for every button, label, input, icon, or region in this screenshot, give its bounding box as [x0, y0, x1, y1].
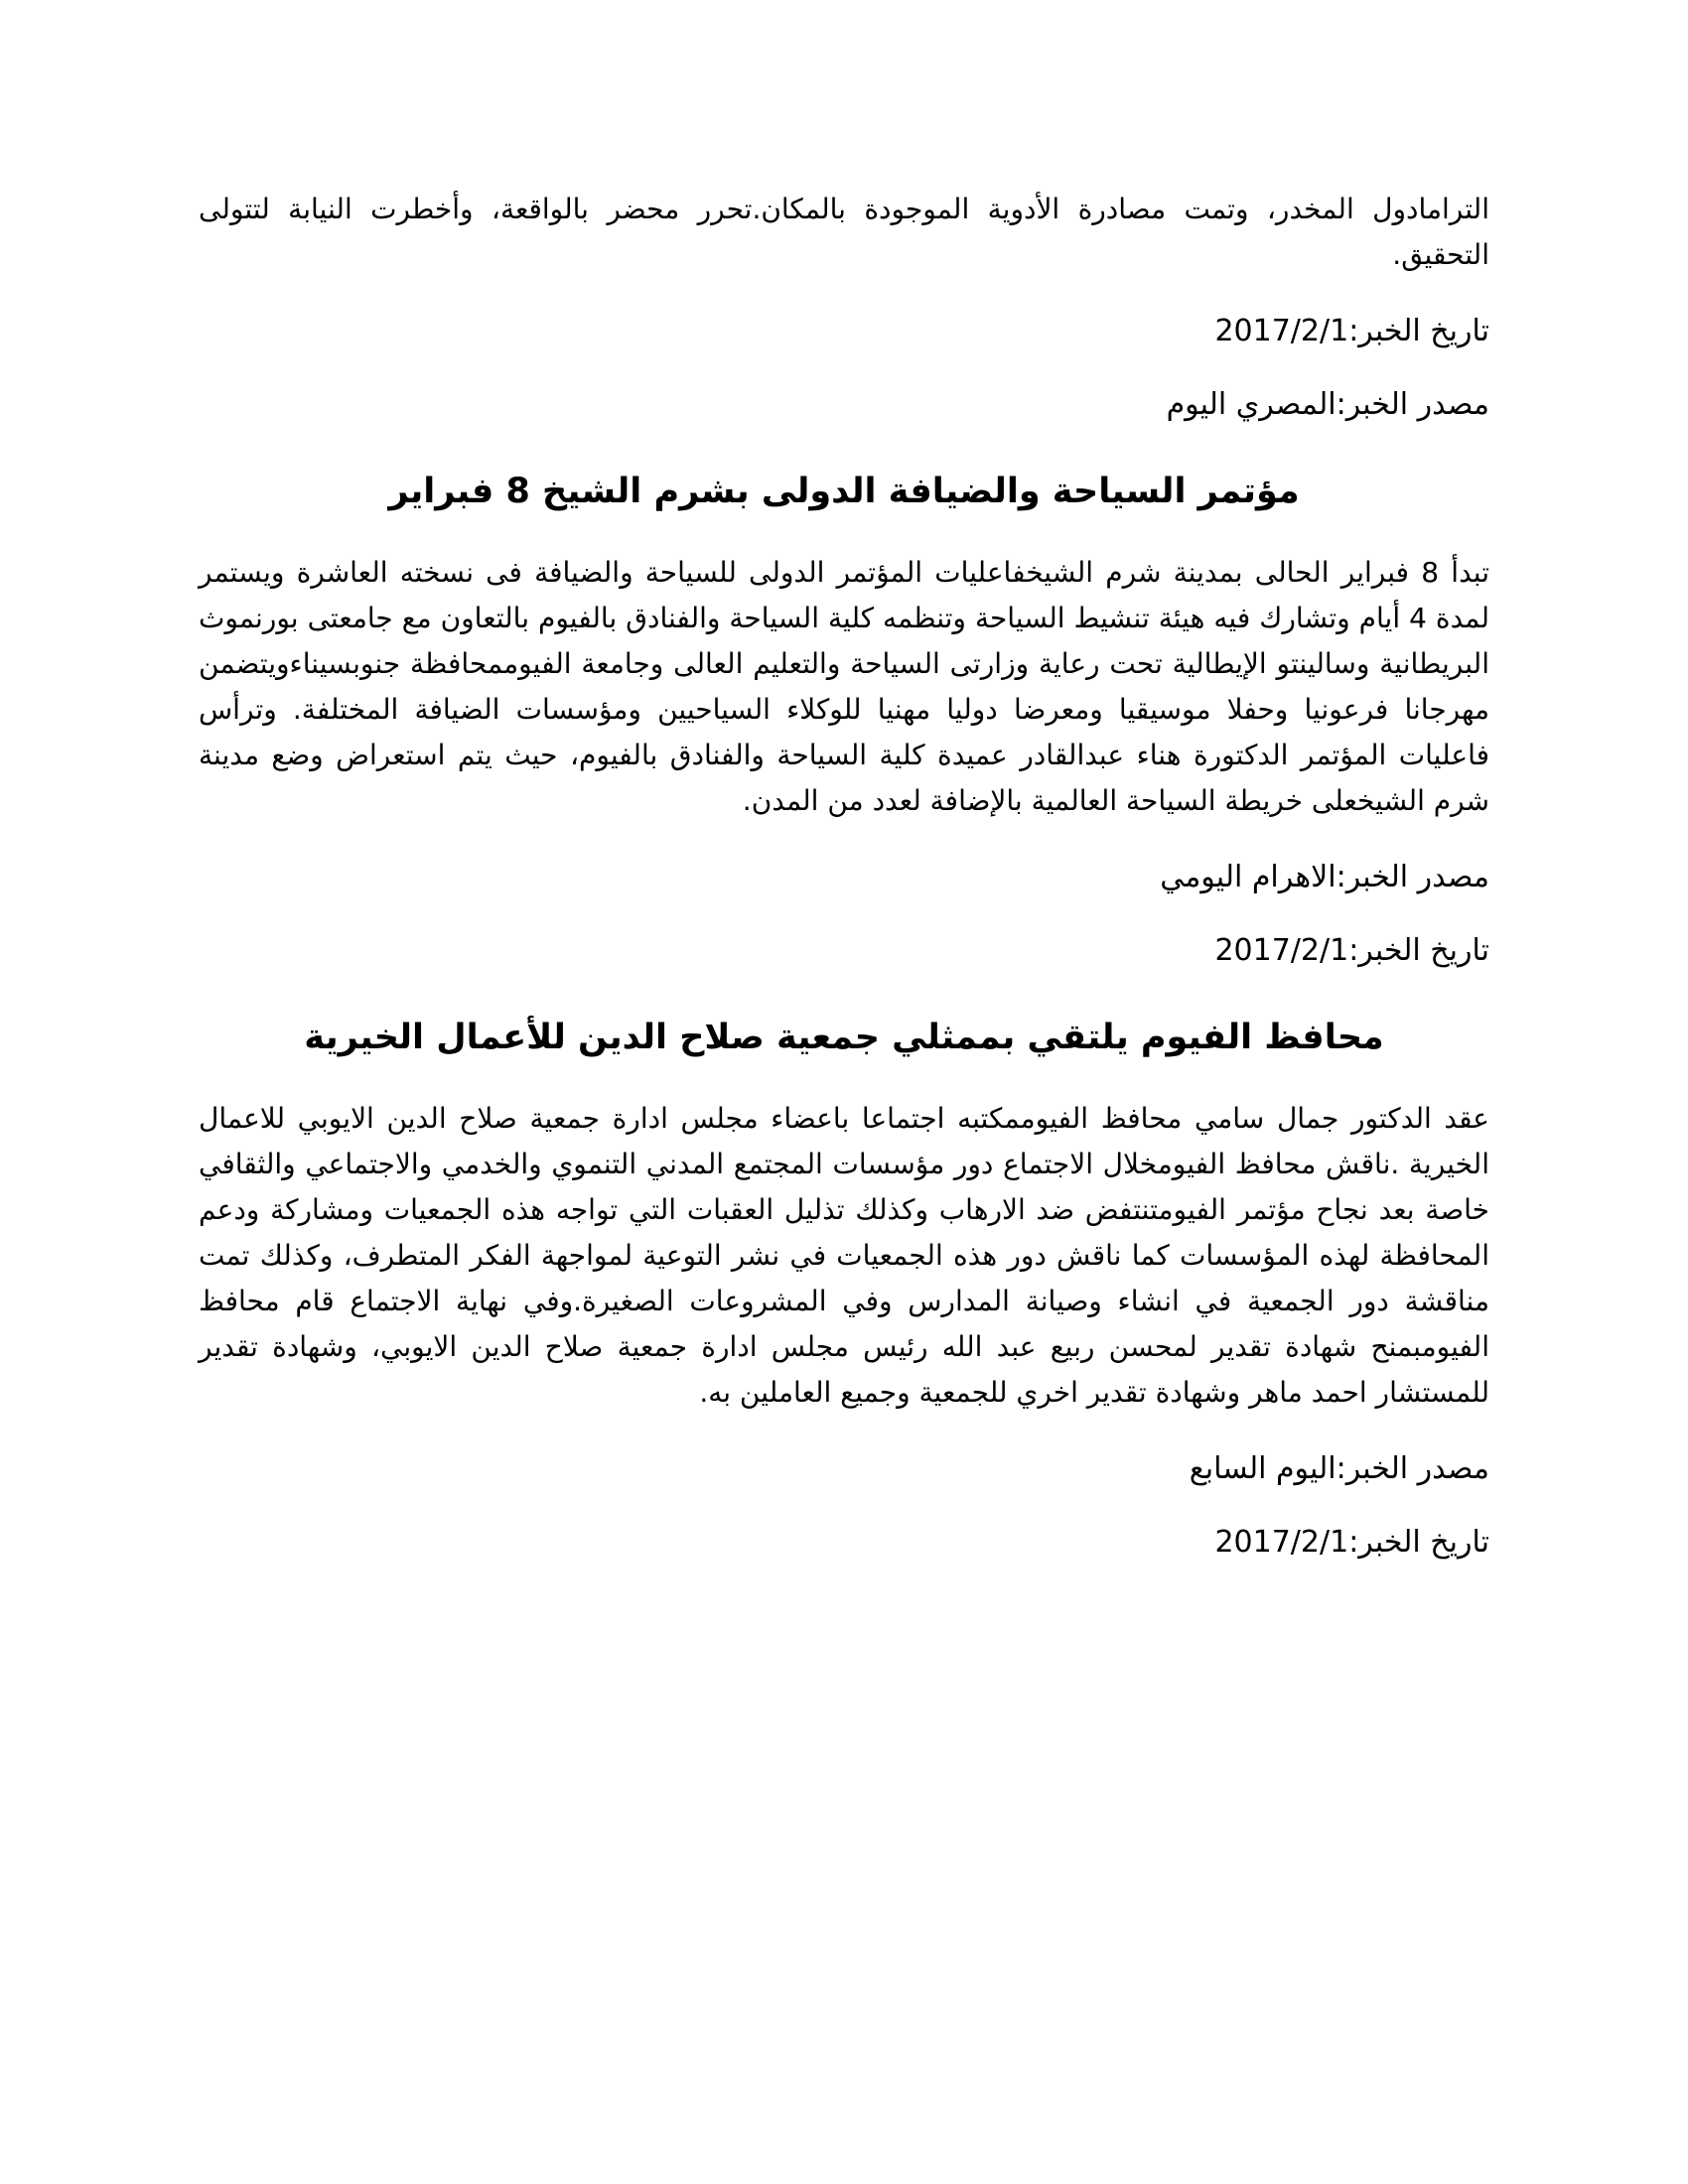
article-2-source-line: مصدر الخبر:اليوم السابع	[1189, 1451, 1489, 1486]
document-content	[199, 187, 1489, 1563]
article-1-source-line: مصدر الخبر:الاهرام اليومي	[1160, 860, 1489, 894]
intro-source-line: مصدر الخبر:المصري اليوم	[1166, 387, 1489, 422]
article-1-body: تبدأ 8 فبراير الحالى بمدينة شرم الشيخفاعليات المؤتمر الدولى للسياحة والضيافة فى نسخته العاشرة ويستمر لمدة 4 أيام وتشارك فيه هيئة تنشيط السياحة وتنظمه كلية السياحة والفنادق بالفيوم بالتعاون مع جامعتى بورنموث البريطانية وسالينتو الإيطالية تحت رعاية وزارتى السياحة والتعليم العالى وجامعة الفيوممحافظة جنوبسيناءويتضمن مهرجانا فرعونيا وحفلا موسيقيا ومعرضا دوليا مهنيا للوكلاء السياحيين ومؤسسات الضيافة المختلفة. وترأس فاعليات المؤتمر الدكتورة هناء عبدالقادر عميدة كلية السياحة والفنادق بالفيوم، حيث يتم استعراض وضع مدينة شرم الشيخعلى خريطة السياحة العالمية بالإضافة لعدد من المدن.	[199, 556, 1490, 817]
article-1-headline: مؤتمر السياحة والضيافة الدولى بشرم الشيخ 8 فبراير	[388, 472, 1300, 511]
article-2-date-line: تاريخ الخبر:2017/2/1	[1214, 1525, 1489, 1560]
article-2-headline: محافظ الفيوم يلتقي بممثلي جمعية صلاح الدين للأعمال الخيرية	[304, 1018, 1384, 1057]
article-2-body: عقد الدكتور جمال سامي محافظ الفيوممكتبه اجتماعا باعضاء مجلس ادارة جمعية صلاح الدين الايوبي للاعمال الخيرية .ناقش محافظ الفيومخلال الاجتماع دور مؤسسات المجتمع المدني التنموي والخدمي والاجتماعي والثقافي خاصة بعد نجاح مؤتمر الفيومتنتفض ضد الارهاب وكذلك تذليل العقبات التي تواجه هذه الجمعيات ومشاركة ودعم المحافظة لهذه المؤسسات كما ناقش دور هذه الجمعيات في نشر التوعية لمواجهة الفكر المتطرف، وكذلك تمت مناقشة دور الجمعية في انشاء وصيانة المدارس وفي المشروعات الصغيرة.وفي نهاية الاجتماع قام محافظ الفيومبمنح شهادة تقدير لمحسن ربيع عبد الله رئيس مجلس ادارة جمعية صلاح الدين الايوبي، وشهادة تقدير للمستشار احمد ماهر وشهادة تقدير اخري للجمعية وجميع العاملين به.	[199, 1102, 1489, 1409]
intro-paragraph: الترامادول المخدر، وتمت مصادرة الأدوية الموجودة بالمكان.تحرر محضر بالواقعة، وأخطرت النيابة لتتولى التحقيق.	[199, 193, 1489, 271]
article-1-date-line: تاريخ الخبر:2017/2/1	[1214, 933, 1489, 968]
intro-date-line: تاريخ الخبر:2017/2/1	[1214, 314, 1489, 348]
